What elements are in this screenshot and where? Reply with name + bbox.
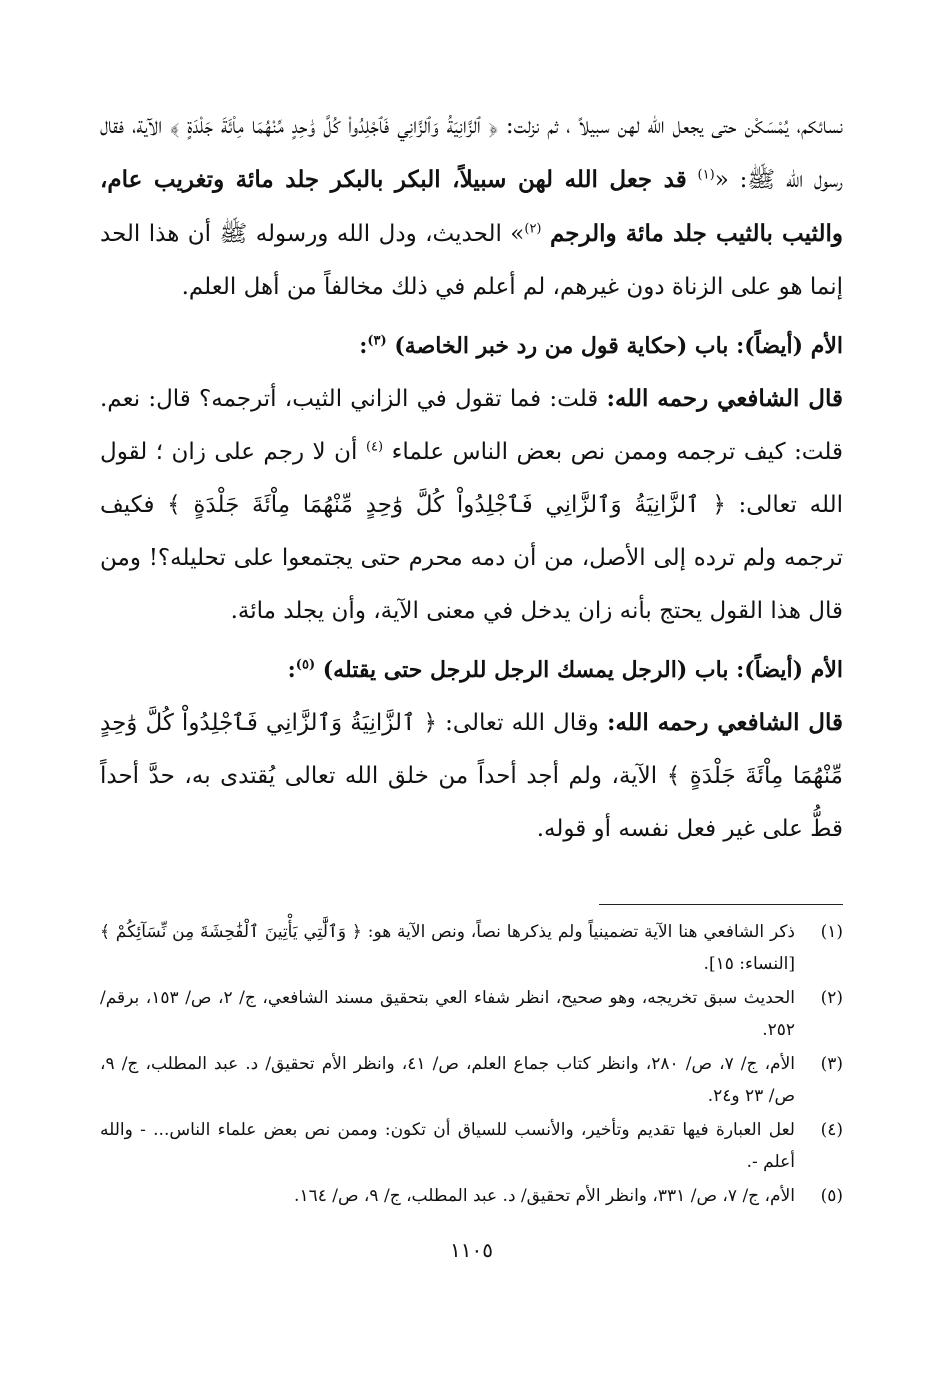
paragraph-3-text: وقال الله تعالى: ﴿ ٱلزَّانِيَةُ وَٱلزَّانِي فَٱجْلِدُواْ كُلَّ وَٰحِدٍ مِّنْهُمَا مِاْئَةَ جَلْدَةٍ ﴾ الآية، ولم أجد أحداً من خلق الله تعالى يُقتدى به، حدَّ أحداً قطُّ على غير فعل نفسه أو قوله. — [100, 710, 843, 842]
footnote-ref-5: (٥) — [295, 657, 316, 673]
paragraph-2-text: قلت: فما تقول في الزاني الثيب، أترجمه؟ قال: نعم. قلت: كيف ترجمه وممن نص بعض الناس علماء — [100, 386, 844, 465]
section-heading-2 — [100, 650, 843, 690]
footnote-ref-1: (١) — [697, 167, 715, 183]
footnote-text: الحديث سبق تخريجه، وهو صحيح، انظر شفاء العي بتحقيق مسند الشافعي، ج/ ٢، ص/ ١٥٣، برقم/ ٢٥٢. — [100, 988, 795, 1040]
footnote-item — [100, 1180, 843, 1212]
footnote-text: الأم، ج/ ٧، ص/ ٣٣١، وانظر الأم تحقيق/ د. عبد المطلب، ج/ ٩، ص/ ١٦٤. — [294, 1186, 795, 1206]
paragraph-2-rest: أن لا رجم على زان ؛ لقول الله تعالى: ﴿ ٱلزَّانِيَةُ وَٱلزَّانِي فَٱجْلِدُواْ كُلَّ وَٰحِدٍ مِّنْهُمَا مِاْئَةَ جَلْدَةٍ ﴾ فكيف ترجمه ولم ترده إلى الأصل، من أن دمه محرم حتى يجتمعوا على تحليله؟! ومن قال هذا القول يحتج بأنه زان يدخل في معنى الآية، وأن يجلد مائة. — [100, 439, 843, 624]
footnote-item — [100, 1048, 843, 1112]
paragraph-1 — [100, 100, 843, 314]
section-heading-1-text: الأم (أيضاً): باب (حكاية قول من رد خبر الخاصة) — [394, 333, 843, 359]
footnote-number: (٤) — [820, 1120, 843, 1140]
paragraph-2 — [100, 372, 843, 638]
hadith-quote: قد جعل الله لهن سبيلاً، البكر بالبكر جلد مائة وتغريب عام، والثيب بالثيب جلد مائة والرجم — [100, 166, 843, 247]
footnote-ref-2: (٢) — [524, 221, 542, 237]
footnote-item — [100, 982, 843, 1046]
footnote-text: الأم، ج/ ٧، ص/ ٢٨٠، وانظر كتاب جماع العلم، ص/ ٤١، وانظر الأم تحقيق/ د. عبد المطلب، ج/ ٩، ص/ ٢٣ و٢٤. — [100, 1054, 795, 1106]
footnote-number: (١) — [820, 922, 843, 942]
footnote-number: (٥) — [820, 1186, 843, 1206]
heading-colon: : — [287, 657, 296, 683]
footnote-item — [100, 1114, 843, 1178]
shafii-lead-1: قال الشافعي رحمه الله: — [606, 385, 843, 412]
footnote-text: ذكر الشافعي هنا الآية تضمينياً ولم يذكرها نصاً، ونص الآية هو: ﴿ وَٱلَّٰتِي يَأْتِينَ ٱلْفَٰحِشَةَ مِن نِّسَآئِكُمْ ﴾ [النساء: ١٥]. — [100, 922, 795, 974]
footnote-item — [100, 916, 843, 980]
paragraph-1-text: نسائكم، يُمْسَكْن حتى يجعل الله لهن سبيلاً ، ثم نزلت: ﴿ ٱلزَّانِيَةُ وَٱلزَّانِي فَٱجْلِدُواْ كُلَّ وَٰحِدٍ مِّنْهُمَا مِاْئَةَ جَلْدَةٍ ﴾ الآية، فقال رسول الله ﷺ: « — [100, 113, 843, 193]
page-number: ١١٠٥ — [450, 1238, 493, 1262]
footnote-number: (٣) — [820, 1054, 843, 1074]
footnote-ref-3: (٣) — [367, 333, 387, 349]
footnote-text: لعل العبارة فيها تقديم وتأخير، والأنسب للسياق أن تكون: وممن نص بعض علماء الناس... - والله أعلم -. — [100, 1120, 795, 1172]
paragraph-3 — [100, 696, 843, 856]
section-heading-1 — [100, 326, 843, 366]
main-text — [100, 100, 843, 856]
footnote-number: (٢) — [820, 988, 843, 1008]
footnotes — [100, 914, 843, 1214]
shafii-lead-2: قال الشافعي رحمه الله: — [606, 709, 843, 736]
paragraph-1-end: » الحديث، ودل الله ورسوله ﷺ أن هذا الحد إنما هو على الزناة دون غيرهم، لم أعلم في ذلك مخالفاً من أهل العلم. — [100, 221, 843, 300]
section-heading-2-text: الأم (أيضاً): باب (الرجل يمسك الرجل للرجل حتى يقتله) — [322, 657, 843, 683]
footnote-divider — [599, 904, 843, 905]
heading-colon: : — [359, 333, 368, 359]
footnote-ref-4: (٤) — [365, 439, 384, 455]
